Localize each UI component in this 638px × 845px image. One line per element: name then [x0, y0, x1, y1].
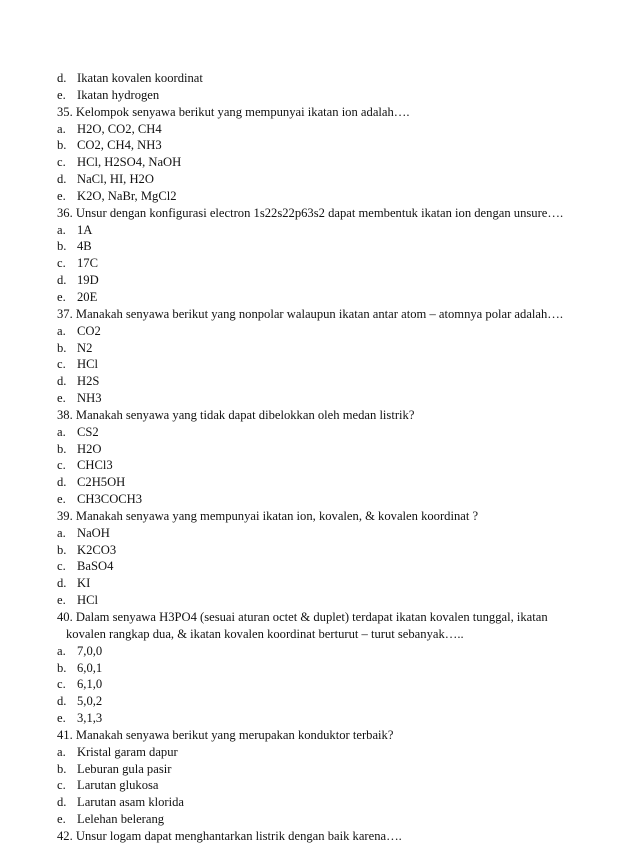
option-letter: b.	[57, 660, 67, 675]
answer-option	[57, 761, 577, 778]
option-letter: b.	[57, 761, 67, 776]
option-letter: e.	[57, 188, 66, 203]
answer-option	[57, 777, 577, 794]
option-text: 3,1,3	[77, 711, 103, 726]
answer-option	[57, 424, 577, 441]
answer-option	[57, 154, 577, 171]
option-text: BaSO4	[77, 559, 114, 574]
option-text: 17C	[77, 256, 98, 271]
answer-option	[57, 356, 577, 373]
answer-option	[57, 811, 577, 828]
option-text: NaCl, HI, H2O	[77, 172, 154, 187]
option-text: CO2, CH4, NH3	[77, 138, 162, 153]
question-text: 38. Manakah senyawa yang tidak dapat dibelokkan oleh medan listrik?	[57, 407, 415, 422]
question-text: 37. Manakah senyawa berikut yang nonpolar walaupun ikatan antar atom – atomnya polar adalah….	[57, 306, 564, 321]
question-text: 41. Manakah senyawa berikut yang merupakan konduktor terbaik?	[57, 727, 394, 742]
option-text: CHCl3	[77, 458, 113, 473]
answer-option	[57, 525, 577, 542]
option-text: K2CO3	[77, 542, 117, 557]
option-letter: e.	[57, 593, 66, 608]
option-letter: b.	[57, 441, 67, 456]
option-letter: e.	[57, 87, 66, 102]
option-text: Ikatan kovalen koordinat	[77, 71, 203, 85]
option-letter: c.	[57, 458, 66, 473]
option-text: Kristal garam dapur	[77, 744, 178, 759]
option-letter: c.	[57, 155, 66, 170]
option-letter: b.	[57, 340, 67, 355]
option-text: HCl	[77, 357, 98, 372]
option-text: NaOH	[77, 525, 110, 540]
answer-option	[57, 491, 577, 508]
answer-option	[57, 137, 577, 154]
option-letter: d.	[57, 694, 67, 709]
option-text: CO2	[77, 323, 101, 338]
option-text: Ikatan hydrogen	[77, 87, 160, 102]
question-text: 40. Dalam senyawa H3PO4 (sesuai aturan octet & duplet) terdapat ikatan kovalen tunggal, ikatan	[57, 610, 548, 624]
answer-option	[57, 474, 577, 491]
option-text: CH3COCH3	[77, 492, 143, 507]
document-page	[57, 70, 577, 845]
option-letter: d.	[57, 475, 67, 490]
answer-option	[57, 222, 577, 239]
option-letter: c.	[57, 677, 66, 692]
answer-option	[57, 710, 577, 727]
option-letter: a.	[57, 222, 66, 237]
option-text: Lelehan belerang	[77, 812, 165, 827]
answer-option	[57, 171, 577, 188]
option-letter: c.	[57, 256, 66, 271]
answer-option	[57, 121, 577, 138]
option-letter: a.	[57, 744, 66, 759]
answer-option	[57, 373, 577, 390]
answer-option	[57, 323, 577, 340]
option-text: K2O, NaBr, MgCl2	[77, 188, 177, 203]
option-letter: a.	[57, 525, 66, 540]
option-text: 6,1,0	[77, 677, 103, 692]
option-text: KI	[77, 576, 91, 591]
option-text: N2	[77, 340, 93, 355]
question-text: 39. Manakah senyawa yang mempunyai ikatan ion, kovalen, & kovalen koordinat ?	[57, 508, 479, 523]
option-letter: a.	[57, 121, 66, 136]
option-letter: e.	[57, 289, 66, 304]
option-text: 1A	[77, 222, 93, 237]
option-letter: e.	[57, 812, 66, 827]
option-text: HCl	[77, 593, 98, 608]
option-letter: e.	[57, 711, 66, 726]
answer-option	[57, 441, 577, 458]
option-letter: c.	[57, 559, 66, 574]
answer-option	[57, 272, 577, 289]
option-letter: d.	[57, 172, 67, 187]
option-letter: b.	[57, 542, 67, 557]
option-text: H2O, CO2, CH4	[77, 121, 162, 136]
answer-option	[57, 575, 577, 592]
question-text: 42. Unsur logam dapat menghantarkan listrik dengan baik karena….	[57, 828, 402, 843]
option-letter: d.	[57, 795, 67, 810]
answer-option	[57, 457, 577, 474]
answer-option	[57, 340, 577, 357]
option-letter: c.	[57, 357, 66, 372]
option-letter: d.	[57, 273, 67, 288]
option-text: 4B	[77, 239, 92, 254]
option-text: CS2	[77, 424, 99, 439]
answer-option	[57, 188, 577, 205]
option-text: H2S	[77, 374, 100, 389]
option-text: Leburan gula pasir	[77, 761, 172, 776]
option-letter: b.	[57, 239, 67, 254]
answer-option	[57, 289, 577, 306]
option-letter: e.	[57, 492, 66, 507]
option-letter: d.	[57, 576, 67, 591]
option-letter: a.	[57, 643, 66, 658]
answer-option	[57, 70, 577, 87]
option-text: 19D	[77, 273, 99, 288]
answer-option	[57, 87, 577, 104]
option-text: 5,0,2	[77, 694, 103, 709]
answer-option	[57, 744, 577, 761]
option-text: Larutan asam klorida	[77, 795, 185, 810]
option-letter: a.	[57, 424, 66, 439]
option-text: H2O	[77, 441, 102, 456]
option-text: Larutan glukosa	[77, 778, 159, 793]
option-letter: e.	[57, 391, 66, 406]
option-text: C2H5OH	[77, 475, 126, 490]
answer-option	[57, 643, 577, 660]
question-text-continuation: kovalen rangkap dua, & ikatan kovalen koordinat berturut – turut sebanyak…..	[66, 626, 464, 641]
option-text: HCl, H2SO4, NaOH	[77, 155, 182, 170]
answer-option	[57, 693, 577, 710]
option-letter: d.	[57, 71, 67, 85]
question-text: 35. Kelompok senyawa berikut yang mempunyai ikatan ion adalah….	[57, 104, 410, 119]
option-letter: a.	[57, 323, 66, 338]
option-letter: d.	[57, 374, 67, 389]
option-text: 6,0,1	[77, 660, 103, 675]
answer-option	[57, 660, 577, 677]
option-text: NH3	[77, 391, 102, 406]
answer-option	[57, 542, 577, 559]
answer-option	[57, 238, 577, 255]
answer-option	[57, 255, 577, 272]
answer-option	[57, 676, 577, 693]
question-text: 36. Unsur dengan konfigurasi electron 1s22s22p63s2 dapat membentuk ikatan ion dengan unsure….	[57, 205, 564, 220]
answer-option	[57, 558, 577, 575]
option-letter: b.	[57, 138, 67, 153]
option-text: 7,0,0	[77, 643, 103, 658]
answer-option	[57, 390, 577, 407]
option-letter: c.	[57, 778, 66, 793]
option-text: 20E	[77, 289, 98, 304]
answer-option	[57, 592, 577, 609]
answer-option	[57, 794, 577, 811]
